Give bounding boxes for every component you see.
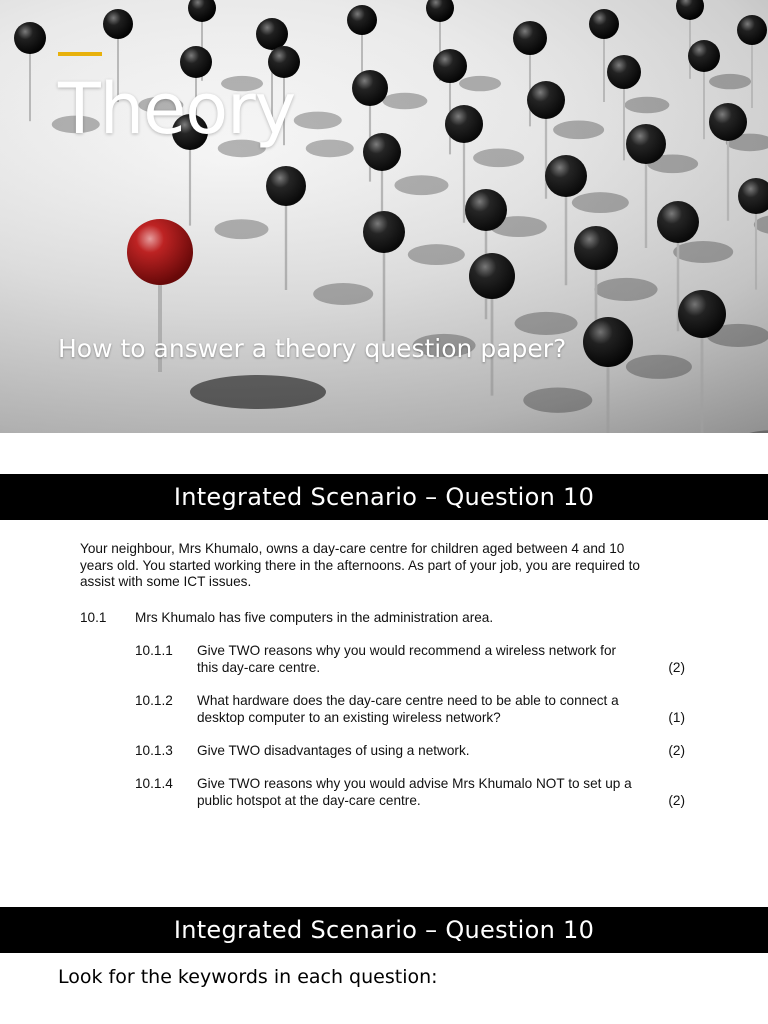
map-pins-image <box>0 0 768 433</box>
sub-question-number: 10.1.3 <box>135 743 173 758</box>
title-slide <box>0 0 768 433</box>
slide-title: Theory <box>58 68 296 150</box>
sub-question <box>135 643 695 676</box>
question-text: Mrs Khumalo has five computers in the administration area. <box>135 610 494 625</box>
sub-question-marks: (1) <box>668 709 685 725</box>
question-banner: Integrated Scenario – Question 10 <box>0 907 768 953</box>
sub-question <box>135 776 695 809</box>
sub-question-marks: (2) <box>668 743 685 758</box>
slide-subtitle: How to answer a theory question paper? <box>58 334 567 363</box>
sub-question-text: What hardware does the day-care centre need to be able to connect a desktop computer to an existing wireless network? <box>197 693 619 725</box>
sub-question <box>135 693 695 726</box>
question-number: 10.1 <box>80 610 107 625</box>
scenario-intro: Your neighbour, Mrs Khumalo, owns a day-care centre for children aged between 4 and 10 years old. You started working there in the afternoons. As part of your job, you are required to assist with some ICT issues. <box>80 541 640 589</box>
sub-question-text: Give TWO reasons why you would recommend a wireless network for this day-care centre. <box>197 643 617 675</box>
sub-question-number: 10.1.4 <box>135 776 173 791</box>
sub-question-number: 10.1.2 <box>135 693 173 708</box>
main-question <box>80 610 493 627</box>
question-banner: Integrated Scenario – Question 10 <box>0 474 768 520</box>
sub-question-marks: (2) <box>668 792 685 808</box>
sub-question-text: Give TWO disadvantages of using a network. <box>197 743 470 758</box>
sub-question-text: Give TWO reasons why you would advise Mrs Khumalo NOT to set up a public hotspot at the day-care centre. <box>197 776 632 808</box>
question-document <box>80 541 700 808</box>
sub-question <box>135 743 695 760</box>
keywords-instruction: Look for the keywords in each question: <box>58 966 438 988</box>
sub-question-number: 10.1.1 <box>135 643 173 658</box>
title-accent-bar <box>58 52 102 56</box>
sub-question-marks: (2) <box>668 659 685 675</box>
